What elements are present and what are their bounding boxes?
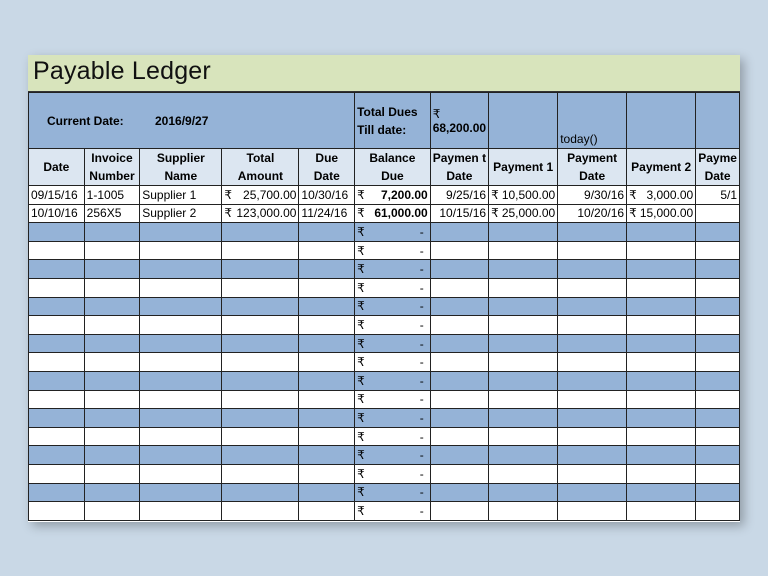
grid-cell[interactable] — [627, 502, 696, 521]
amount: 25,700.00 — [243, 187, 297, 202]
grid-cell[interactable] — [355, 297, 431, 316]
grid-cell[interactable] — [140, 278, 222, 297]
rupee-icon: ₹ — [357, 206, 365, 221]
empty-balance: - — [419, 410, 424, 425]
today-formula-cell[interactable]: today() — [558, 93, 627, 149]
grid-cell[interactable]: 9/25/16 — [430, 186, 488, 205]
column-header[interactable]: Supplier Name — [140, 149, 222, 186]
grid-cell[interactable] — [696, 353, 740, 372]
grid-cell[interactable] — [299, 502, 355, 521]
table-row — [29, 186, 740, 205]
ledger-grid — [28, 92, 740, 521]
grid-cell[interactable] — [222, 446, 299, 465]
grid-cell[interactable] — [430, 446, 488, 465]
grid-cell[interactable] — [627, 297, 696, 316]
grid-cell[interactable] — [489, 427, 558, 446]
grid-cell[interactable] — [696, 204, 740, 223]
grid-cell[interactable] — [489, 353, 558, 372]
amount: 15,000.00 — [639, 206, 694, 221]
grid-cell[interactable] — [355, 464, 431, 483]
grid-cell[interactable] — [222, 334, 299, 353]
grid-cell[interactable] — [489, 297, 558, 316]
grid-cell[interactable] — [222, 371, 299, 390]
grid-cell[interactable] — [222, 316, 299, 335]
grid-cell[interactable] — [299, 334, 355, 353]
header-row — [29, 149, 740, 186]
grid-cell[interactable] — [299, 278, 355, 297]
empty-info-cell[interactable] — [627, 93, 696, 149]
grid-cell[interactable] — [299, 371, 355, 390]
rupee-icon: ₹ — [357, 485, 365, 500]
grid-cell[interactable] — [696, 446, 740, 465]
grid-cell[interactable] — [299, 353, 355, 372]
grid-cell[interactable] — [558, 409, 627, 428]
table-row — [29, 204, 740, 223]
amount: 7,200.00 — [380, 187, 428, 202]
grid-cell[interactable] — [222, 427, 299, 446]
grid-cell[interactable] — [627, 427, 696, 446]
grid-cell[interactable] — [29, 371, 85, 390]
grid-cell[interactable] — [558, 483, 627, 502]
grid-cell[interactable] — [430, 390, 488, 409]
grid-cell[interactable] — [558, 502, 627, 521]
grid-cell[interactable] — [489, 464, 558, 483]
grid-cell[interactable] — [140, 446, 222, 465]
rupee-icon: ₹ — [357, 299, 365, 314]
grid-cell[interactable] — [140, 409, 222, 428]
table-row — [29, 483, 740, 502]
rupee-icon: ₹ — [491, 206, 499, 221]
rupee-icon: ₹ — [629, 206, 637, 221]
grid-cell[interactable] — [558, 334, 627, 353]
rupee-icon: ₹ — [357, 392, 365, 407]
column-header[interactable]: Due Date — [299, 149, 355, 186]
rupee-icon: ₹ — [357, 224, 365, 239]
grid-cell[interactable] — [355, 223, 431, 242]
amount: 61,000.00 — [374, 206, 428, 221]
grid-cell[interactable] — [29, 446, 85, 465]
amount: 25,000.00 — [501, 206, 556, 221]
grid-cell[interactable] — [430, 409, 488, 428]
grid-cell[interactable] — [299, 316, 355, 335]
grid-cell[interactable] — [558, 390, 627, 409]
grid-cell[interactable] — [558, 464, 627, 483]
grid-cell[interactable] — [696, 260, 740, 279]
grid-cell[interactable] — [696, 334, 740, 353]
column-header[interactable]: Payme Date — [696, 149, 740, 186]
grid-cell[interactable] — [627, 446, 696, 465]
grid-cell[interactable] — [222, 464, 299, 483]
table-row — [29, 446, 740, 465]
table-row — [29, 223, 740, 242]
grid-cell[interactable] — [355, 241, 431, 260]
grid-cell[interactable] — [299, 464, 355, 483]
empty-balance: - — [419, 503, 424, 518]
grid-cell[interactable] — [627, 409, 696, 428]
grid-cell[interactable] — [355, 390, 431, 409]
grid-cell[interactable] — [222, 278, 299, 297]
spreadsheet — [28, 55, 740, 522]
grid-cell[interactable] — [489, 409, 558, 428]
grid-cell[interactable] — [140, 334, 222, 353]
grid-cell[interactable] — [696, 502, 740, 521]
title-bar — [28, 55, 740, 92]
empty-balance: - — [419, 317, 424, 332]
empty-balance: - — [419, 392, 424, 407]
grid-cell[interactable] — [299, 390, 355, 409]
grid-cell[interactable] — [355, 446, 431, 465]
grid-cell[interactable] — [558, 260, 627, 279]
current-date-value: 2016/9/27 — [155, 114, 209, 128]
grid-cell[interactable] — [29, 316, 85, 335]
grid-cell[interactable] — [627, 464, 696, 483]
amount: 3,000.00 — [646, 187, 694, 202]
rupee-icon: ₹ — [357, 410, 365, 425]
rupee-icon: ₹ — [357, 187, 365, 202]
column-header[interactable]: Payment Date — [558, 149, 627, 186]
grid-cell[interactable] — [84, 464, 140, 483]
grid-cell[interactable]: 10/15/16 — [430, 204, 488, 223]
grid-cell[interactable] — [29, 260, 85, 279]
grid-cell[interactable] — [84, 353, 140, 372]
grid-cell[interactable] — [696, 297, 740, 316]
column-header[interactable]: Total Amount — [222, 149, 299, 186]
rupee-icon: ₹ — [629, 187, 637, 202]
grid-cell[interactable] — [299, 409, 355, 428]
grid-cell[interactable] — [430, 502, 488, 521]
current-date-cell[interactable] — [29, 93, 355, 149]
grid-cell[interactable] — [489, 241, 558, 260]
amount: 10,500.00 — [501, 187, 556, 202]
grid-cell[interactable] — [222, 409, 299, 428]
grid-cell[interactable] — [84, 241, 140, 260]
grid-cell[interactable] — [430, 278, 488, 297]
table-row — [29, 241, 740, 260]
table-row — [29, 278, 740, 297]
rupee-icon: ₹ — [357, 280, 365, 295]
grid-cell[interactable] — [355, 186, 431, 205]
sheet-title: Payable Ledger — [33, 57, 211, 85]
empty-balance: - — [419, 448, 424, 463]
grid-cell[interactable] — [355, 409, 431, 428]
table-row — [29, 316, 740, 335]
grid-cell[interactable] — [558, 223, 627, 242]
grid-cell[interactable] — [430, 483, 488, 502]
grid-cell[interactable] — [489, 316, 558, 335]
grid-cell[interactable] — [430, 371, 488, 390]
grid-cell[interactable] — [430, 241, 488, 260]
empty-balance: - — [419, 243, 424, 258]
grid-cell[interactable] — [84, 483, 140, 502]
table-row — [29, 353, 740, 372]
grid-cell[interactable] — [489, 260, 558, 279]
rupee-icon: ₹ — [357, 466, 365, 481]
grid-cell[interactable] — [84, 371, 140, 390]
grid-cell[interactable] — [627, 260, 696, 279]
table-row — [29, 260, 740, 279]
rupee-icon: ₹ — [357, 243, 365, 258]
grid-cell[interactable] — [627, 241, 696, 260]
grid-cell[interactable] — [140, 371, 222, 390]
table-row — [29, 371, 740, 390]
grid-cell[interactable] — [299, 223, 355, 242]
grid-cell[interactable] — [299, 427, 355, 446]
grid-cell[interactable] — [355, 278, 431, 297]
grid-cell[interactable] — [222, 483, 299, 502]
grid-cell[interactable] — [222, 223, 299, 242]
rupee-icon: ₹ — [224, 187, 233, 202]
grid-cell[interactable] — [222, 260, 299, 279]
grid-cell[interactable] — [696, 316, 740, 335]
empty-info-cell[interactable] — [489, 93, 558, 149]
grid-cell[interactable] — [489, 334, 558, 353]
grid-cell[interactable] — [355, 371, 431, 390]
amount: 123,000.00 — [236, 206, 297, 221]
grid-cell[interactable] — [430, 223, 488, 242]
grid-cell[interactable] — [355, 334, 431, 353]
grid-cell[interactable] — [29, 353, 85, 372]
grid-cell[interactable] — [29, 409, 85, 428]
grid-cell[interactable] — [140, 223, 222, 242]
empty-balance: - — [419, 224, 424, 239]
grid-cell[interactable] — [84, 278, 140, 297]
grid-cell[interactable] — [222, 204, 299, 223]
rupee-icon: ₹ — [357, 429, 365, 444]
grid-cell[interactable] — [489, 390, 558, 409]
grid-cell[interactable]: 256X5 — [84, 204, 140, 223]
grid-cell[interactable] — [84, 260, 140, 279]
empty-balance: - — [419, 373, 424, 388]
empty-balance: - — [419, 336, 424, 351]
grid-cell[interactable] — [430, 353, 488, 372]
grid-cell[interactable] — [84, 390, 140, 409]
grid-cell[interactable]: 10/20/16 — [558, 204, 627, 223]
grid-cell[interactable] — [627, 390, 696, 409]
grid-cell[interactable] — [558, 241, 627, 260]
grid-cell[interactable] — [696, 223, 740, 242]
column-header[interactable]: Balance Due — [355, 149, 431, 186]
grid-cell[interactable] — [299, 260, 355, 279]
grid-cell[interactable] — [29, 483, 85, 502]
table-row — [29, 409, 740, 428]
grid-cell[interactable]: 09/15/16 — [29, 186, 85, 205]
rupee-icon: ₹ — [357, 373, 365, 388]
grid-cell[interactable] — [29, 464, 85, 483]
rupee-icon: ₹ — [357, 317, 365, 332]
grid-cell[interactable] — [299, 297, 355, 316]
grid-cell[interactable]: 9/30/16 — [558, 186, 627, 205]
grid-cell[interactable] — [222, 241, 299, 260]
grid-cell[interactable] — [84, 446, 140, 465]
grid-cell[interactable] — [696, 390, 740, 409]
grid-cell[interactable] — [355, 260, 431, 279]
grid-cell[interactable] — [696, 241, 740, 260]
grid-cell[interactable] — [558, 316, 627, 335]
grid-cell[interactable] — [558, 446, 627, 465]
rupee-icon: ₹ — [491, 187, 499, 202]
current-date-label: Current Date: — [47, 114, 124, 128]
empty-balance: - — [419, 466, 424, 481]
grid-cell[interactable] — [558, 427, 627, 446]
grid-cell[interactable] — [222, 297, 299, 316]
empty-info-cell[interactable] — [696, 93, 740, 149]
grid-cell[interactable] — [558, 353, 627, 372]
grid-cell[interactable] — [696, 427, 740, 446]
grid-cell[interactable] — [489, 278, 558, 297]
grid-cell[interactable]: 1-1005 — [84, 186, 140, 205]
rupee-icon: ₹ — [357, 262, 365, 277]
grid-cell[interactable] — [29, 502, 85, 521]
rupee-icon: ₹ — [357, 448, 365, 463]
grid-cell[interactable] — [140, 260, 222, 279]
grid-cell[interactable] — [430, 260, 488, 279]
grid-cell[interactable] — [29, 278, 85, 297]
grid-cell[interactable] — [627, 334, 696, 353]
grid-cell[interactable] — [222, 502, 299, 521]
rupee-icon: ₹ — [224, 206, 233, 221]
total-dues-value-cell[interactable] — [430, 93, 488, 149]
grid-cell[interactable] — [696, 464, 740, 483]
total-dues-label[interactable]: Total Dues Till date: — [355, 93, 431, 149]
total-dues-value: 68,200.00 — [432, 120, 487, 135]
grid-cell[interactable] — [696, 409, 740, 428]
grid-cell[interactable] — [430, 427, 488, 446]
empty-balance: - — [419, 299, 424, 314]
grid-cell[interactable] — [489, 204, 558, 223]
grid-cell[interactable] — [696, 371, 740, 390]
grid-cell[interactable] — [140, 464, 222, 483]
empty-balance: - — [419, 262, 424, 277]
column-header[interactable]: Payment 2 — [627, 149, 696, 186]
grid-cell[interactable] — [489, 446, 558, 465]
table-row — [29, 390, 740, 409]
grid-cell[interactable]: 5/1 — [696, 186, 740, 205]
column-header[interactable]: Paymen t Date — [430, 149, 488, 186]
column-header[interactable]: Date — [29, 149, 85, 186]
grid-cell[interactable] — [140, 427, 222, 446]
empty-balance: - — [419, 280, 424, 295]
grid-cell[interactable] — [489, 223, 558, 242]
grid-cell[interactable] — [84, 502, 140, 521]
grid-cell[interactable] — [627, 353, 696, 372]
grid-cell[interactable] — [355, 316, 431, 335]
grid-cell[interactable] — [696, 278, 740, 297]
grid-cell[interactable] — [140, 353, 222, 372]
grid-cell[interactable] — [29, 427, 85, 446]
grid-cell[interactable] — [355, 353, 431, 372]
grid-cell[interactable]: 10/10/16 — [29, 204, 85, 223]
grid-cell[interactable] — [140, 316, 222, 335]
grid-cell[interactable] — [29, 334, 85, 353]
grid-cell[interactable] — [84, 316, 140, 335]
grid-cell[interactable] — [627, 186, 696, 205]
grid-cell[interactable] — [558, 278, 627, 297]
grid-cell[interactable]: 10/30/16 — [299, 186, 355, 205]
grid-cell[interactable] — [489, 483, 558, 502]
rupee-icon: ₹ — [357, 336, 365, 351]
grid-cell[interactable] — [430, 334, 488, 353]
grid-cell[interactable] — [140, 502, 222, 521]
column-header[interactable]: Payment 1 — [489, 149, 558, 186]
grid-cell[interactable] — [627, 223, 696, 242]
grid-cell[interactable] — [222, 186, 299, 205]
grid-cell[interactable] — [355, 502, 431, 521]
grid-cell[interactable] — [627, 278, 696, 297]
grid-cell[interactable] — [299, 483, 355, 502]
grid-cell[interactable] — [84, 223, 140, 242]
grid-cell[interactable] — [430, 297, 488, 316]
grid-cell[interactable] — [84, 297, 140, 316]
grid-cell[interactable] — [140, 483, 222, 502]
grid-cell[interactable] — [558, 297, 627, 316]
table-row — [29, 334, 740, 353]
grid-cell[interactable] — [29, 241, 85, 260]
grid-cell[interactable] — [222, 390, 299, 409]
table-row — [29, 297, 740, 316]
grid-cell[interactable] — [696, 483, 740, 502]
rupee-icon: ₹ — [432, 106, 441, 121]
table-row — [29, 464, 740, 483]
grid-cell[interactable] — [430, 464, 488, 483]
grid-cell[interactable] — [29, 297, 85, 316]
grid-cell[interactable] — [140, 297, 222, 316]
grid-cell[interactable]: Supplier 1 — [140, 186, 222, 205]
rupee-icon: ₹ — [357, 503, 365, 518]
column-header[interactable]: Invoice Number — [84, 149, 140, 186]
grid-cell[interactable] — [299, 241, 355, 260]
grid-cell[interactable] — [140, 241, 222, 260]
grid-cell[interactable]: 11/24/16 — [299, 204, 355, 223]
grid-cell[interactable] — [489, 371, 558, 390]
grid-cell[interactable] — [355, 483, 431, 502]
grid-cell[interactable] — [489, 186, 558, 205]
grid-cell[interactable] — [355, 427, 431, 446]
grid-cell[interactable] — [558, 371, 627, 390]
rupee-icon: ₹ — [357, 355, 365, 370]
grid-cell[interactable] — [29, 390, 85, 409]
grid-cell[interactable] — [627, 371, 696, 390]
grid-cell[interactable] — [84, 427, 140, 446]
grid-cell[interactable] — [299, 446, 355, 465]
grid-cell[interactable] — [29, 223, 85, 242]
grid-cell[interactable] — [489, 502, 558, 521]
table-row — [29, 502, 740, 521]
grid-cell[interactable] — [222, 353, 299, 372]
grid-cell[interactable] — [627, 204, 696, 223]
empty-balance: - — [419, 355, 424, 370]
grid-cell[interactable]: Supplier 2 — [140, 204, 222, 223]
grid-cell[interactable] — [627, 316, 696, 335]
empty-balance: - — [419, 429, 424, 444]
table-row — [29, 427, 740, 446]
grid-cell[interactable] — [355, 204, 431, 223]
empty-balance: - — [419, 485, 424, 500]
info-row — [29, 93, 740, 149]
grid-cell[interactable] — [84, 409, 140, 428]
grid-cell[interactable] — [430, 316, 488, 335]
grid-cell[interactable] — [627, 483, 696, 502]
grid-cell[interactable] — [84, 334, 140, 353]
grid-cell[interactable] — [140, 390, 222, 409]
